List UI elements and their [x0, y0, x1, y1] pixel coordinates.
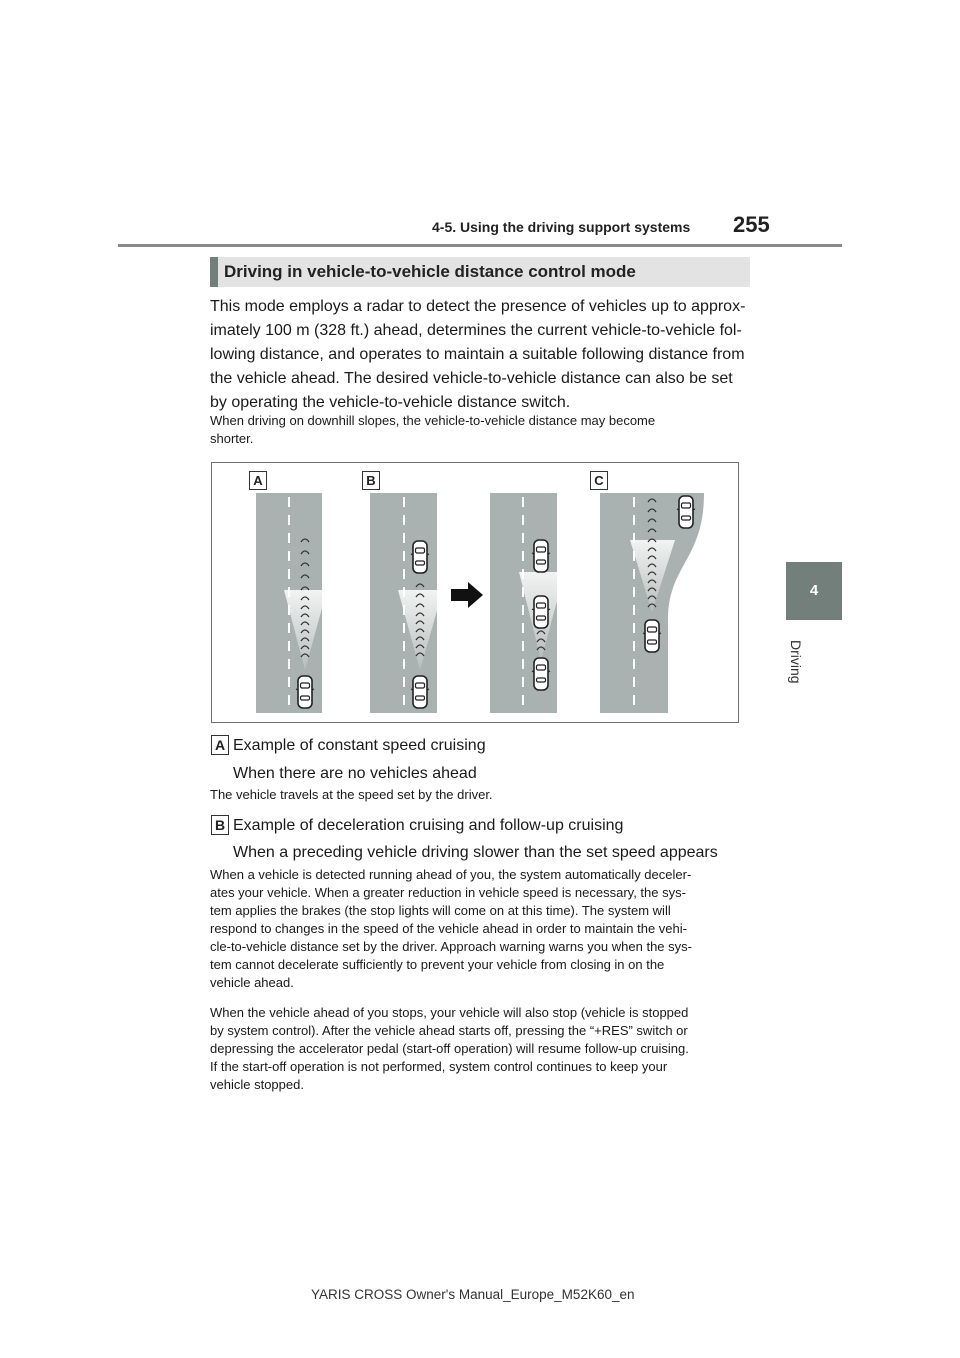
lane-b-following	[490, 493, 565, 713]
departing-vehicle-c	[677, 496, 695, 528]
caption-a-sub: When there are no vehicles ahead	[233, 765, 477, 782]
preceding-vehicle-b	[411, 541, 429, 573]
paragraph-line: vehicle stopped.	[210, 1077, 304, 1092]
preceding-vehicle-b2	[532, 596, 550, 628]
intro-paragraph	[210, 295, 755, 415]
chapter-title: Driving	[788, 640, 804, 684]
distance-control-illustration	[211, 462, 739, 723]
note-line: shorter.	[210, 431, 254, 446]
ego-vehicle-a	[296, 676, 314, 708]
intro-line: lowing distance, and operates to maintain a suitable following distance from	[210, 346, 745, 363]
paragraph-line: depressing the accelerator pedal (start-off operation) will resume follow-up cruising.	[210, 1041, 689, 1056]
intro-line: imately 100 m (328 ft.) ahead, determines the current vehicle-to-vehicle fol-	[210, 322, 742, 339]
note-line: When driving on downhill slopes, the vehicle-to-vehicle distance may become	[210, 413, 656, 428]
caption-a-title: Example of constant speed cruising	[233, 737, 486, 754]
intro-line: This mode employs a radar to detect the presence of vehicles up to approx-	[210, 298, 746, 315]
paragraph-line: ates your vehicle. When a greater reduction in vehicle speed is necessary, the sys-	[210, 885, 686, 900]
section-title: Driving in vehicle-to-vehicle distance control mode	[224, 262, 636, 281]
intro-line: by operating the vehicle-to-vehicle distance switch.	[210, 394, 571, 411]
caption-b-sub: When a preceding vehicle driving slower than the set speed appears	[233, 844, 718, 861]
intro-line: the vehicle ahead. The desired vehicle-to-vehicle distance can also be set	[210, 370, 733, 387]
paragraph-line: When a vehicle is detected running ahead of you, the system automatically deceler-	[210, 867, 692, 882]
page-number: 255	[733, 212, 770, 237]
paragraph-line: cle-to-vehicle distance set by the driver. Approach warning warns you when the sys-	[210, 939, 692, 954]
paragraph-line: by system control). After the vehicle ahead starts off, pressing the “+RES” switch or	[210, 1023, 688, 1038]
lead-vehicle-b2	[532, 540, 550, 572]
figure-label-b: B	[362, 471, 380, 490]
running-header-section: 4-5. Using the driving support systems	[432, 219, 691, 235]
page-footer: YARIS CROSS Owner's Manual_Europe_M52K60_en	[311, 1287, 635, 1302]
paragraph-line: tem cannot decelerate sufficiently to prevent your vehicle from closing in on the	[210, 957, 665, 972]
figure-label-c: C	[590, 471, 608, 490]
ego-vehicle-b	[411, 676, 429, 708]
ego-vehicle-c	[643, 620, 661, 652]
chapter-tab: 4	[786, 562, 842, 620]
transition-arrow	[451, 582, 483, 608]
paragraph-line: If the start-off operation is not performed, system control continues to keep your	[210, 1059, 668, 1074]
paragraph-line: respond to changes in the speed of the vehicle ahead in order to maintain the vehi-	[210, 921, 687, 936]
caption-b-paragraph-2	[210, 1004, 760, 1094]
ego-vehicle-b2	[532, 658, 550, 690]
note-paragraph	[210, 412, 755, 448]
paragraph-line: When the vehicle ahead of you stops, your vehicle will also stop (vehicle is stopped	[210, 1005, 689, 1020]
lane-b-approach	[370, 493, 443, 713]
illustration-svg	[212, 463, 738, 722]
figure-label-a: A	[249, 471, 267, 490]
lane-c	[600, 493, 704, 713]
paragraph-line: vehicle ahead.	[210, 975, 294, 990]
lane-a	[256, 493, 327, 713]
caption-a-text: The vehicle travels at the speed set by the driver.	[210, 787, 493, 802]
caption-label-b: B	[211, 815, 229, 835]
caption-label-a: A	[211, 735, 229, 755]
caption-b-paragraph-1	[210, 866, 760, 992]
header-rule	[118, 244, 842, 247]
paragraph-line: tem applies the brakes (the stop lights will come on at this time). The system will	[210, 903, 671, 918]
caption-b-title: Example of deceleration cruising and follow-up cruising	[233, 817, 624, 834]
